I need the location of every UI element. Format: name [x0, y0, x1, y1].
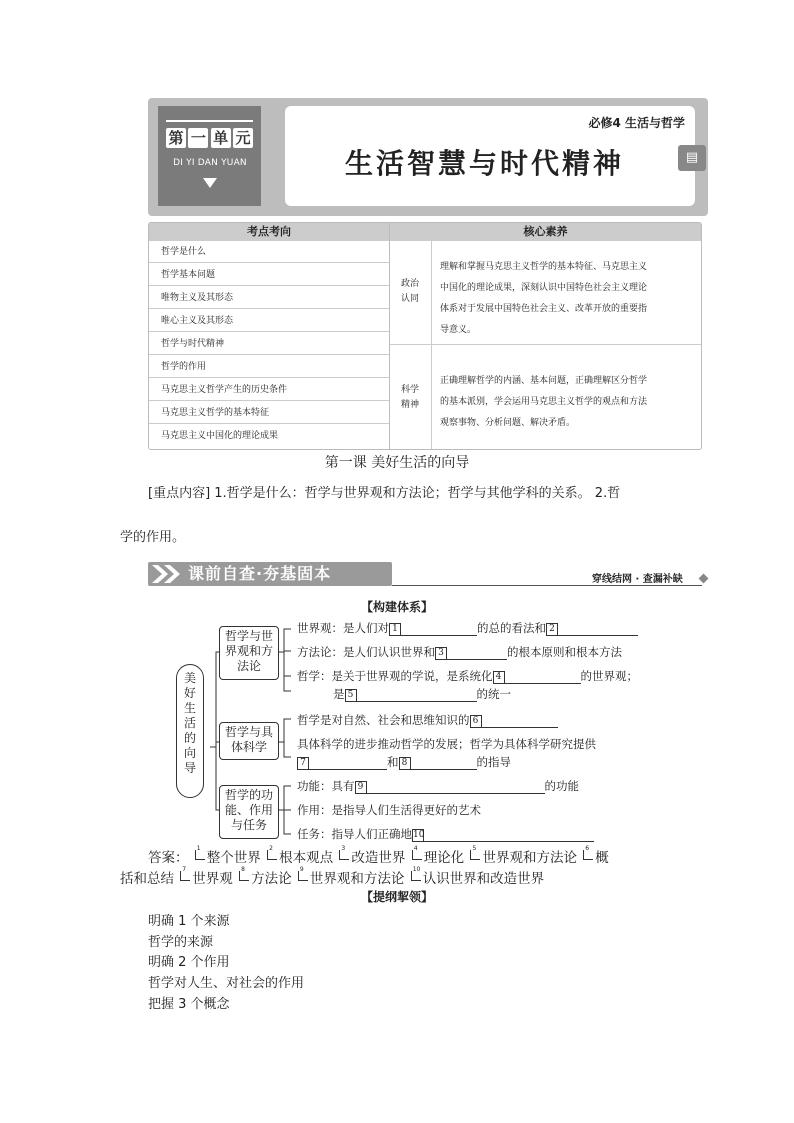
literacy-text: 正确理解哲学的内涵、基本问题，正确理解区分哲学 的基本派别，学会运用马克思主义哲学的观点和方法 观察事物、分析问题、解决矛盾。 — [440, 376, 648, 428]
book-search-icon: ▤ — [678, 145, 706, 171]
branch-node: 哲学与具 体科学 — [219, 722, 279, 760]
key-content-continued: 学的作用。 — [120, 530, 186, 545]
double-chevron-icon — [152, 565, 182, 583]
key-content: [重点内容] 1.哲学是什么：哲学与世界观和方法论；哲学与其他学科的关系。 2.哲 — [148, 486, 621, 501]
answers-line: 答案： 1 整个世界 2 根本观点 3 改造世界 4 理论化 5 世界观和方法论 6 概 — [148, 845, 609, 866]
mindmap-line: 方法论：是人们认识世界和 3 的根本原则和根本方法 — [297, 645, 622, 659]
mindmap-line: 作用：是指导人们生活得更好的艺术 — [297, 803, 481, 817]
diamond-icon — [699, 574, 709, 584]
topic-row: 唯物主义及其形态 — [149, 287, 389, 309]
mindmap-line: 功能：具有 9 的功能 — [297, 779, 579, 793]
outline-header: 【提纲挈领】 — [360, 890, 433, 904]
outline-item: 哲学对人生、对社会的作用 — [148, 976, 305, 991]
outline-item: 明确 1 个来源 — [148, 914, 230, 929]
literacy-label: 科学 精神 — [400, 385, 419, 410]
unit-char: 单 — [211, 128, 231, 148]
col-header-topics: 考点考向 — [149, 223, 389, 241]
mindmap-line: 哲学是对自然、社会和思维知识的 6 — [297, 712, 558, 728]
unit-pinyin: DI YI DAN YUAN — [173, 158, 247, 168]
section-title: 课前自查·夯基固本 — [188, 564, 332, 583]
topic-row: 哲学的作用 — [149, 356, 389, 378]
topic-row: 马克思主义哲学的基本特征 — [149, 402, 389, 424]
literacy-text: 理解和掌握马克思主义哲学的基本特征、马克思主义 中国化的理论成果，深刻认识中国特色社会主义理论 体系对于发展中国特色社会主义、改革开放的重要指 导意义。 — [440, 262, 648, 335]
outline-item: 明确 2 个作用 — [148, 955, 230, 970]
mindmap-line: 7 和 8 的指导 — [297, 754, 511, 770]
down-triangle-icon — [203, 178, 217, 188]
topic-row: 哲学是什么 — [149, 241, 389, 263]
literacy-table — [148, 222, 702, 450]
section-tagline: 穿线结网 · 查漏补缺 — [592, 574, 683, 585]
section-banner — [148, 562, 392, 586]
topic-row: 唯心主义及其形态 — [149, 310, 389, 332]
unit-title: 生活智慧与时代精神 — [345, 147, 625, 180]
answers-line: 括和总结 7 世界观 8 方法论 9 世界观和方法论 10 认识世界和改造世界 — [120, 866, 545, 887]
literacy-label: 政治 认同 — [400, 279, 419, 304]
unit-char: 元 — [233, 128, 253, 148]
mindmap-line: 哲学：是关于世界观的学说，是系统化 4 的世界观； — [297, 669, 638, 683]
build-system-header: 【构建体系】 — [360, 600, 433, 614]
outline-item: 哲学的来源 — [148, 935, 214, 950]
lesson-title: 第一课 美好生活的向导 — [324, 455, 470, 471]
mindmap-line: 任务：指导人们正确地10 — [297, 826, 594, 842]
outline-item: 把握 3 个概念 — [148, 997, 230, 1012]
topic-row: 哲学与时代精神 — [149, 333, 389, 355]
title-panel — [285, 106, 695, 206]
root-node: 美 好 生 活 的 向 导 — [176, 664, 204, 798]
unit-char: 一 — [188, 128, 208, 148]
col-header-literacy: 核心素养 — [390, 223, 701, 241]
mindmap-line: 世界观：是人们对 1 的总的看法和 2 — [297, 620, 638, 636]
topic-row: 哲学基本问题 — [149, 264, 389, 286]
unit-char: 第 — [166, 128, 186, 148]
mindmap-line: 是 5 的统一 — [333, 687, 511, 701]
branch-node: 哲学与世 界观和方 法论 — [219, 626, 279, 680]
subject-label: 必修4 生活与哲学 — [588, 116, 685, 130]
topic-row: 马克思主义哲学产生的历史条件 — [149, 379, 389, 401]
unit-badge — [158, 106, 261, 206]
branch-node: 哲学的功 能、作用 与任务 — [219, 785, 279, 839]
mindmap-line: 具体科学的进步推动哲学的发展；哲学为具体科学研究提供 — [297, 737, 596, 751]
topic-row: 马克思主义中国化的理论成果 — [161, 431, 279, 441]
